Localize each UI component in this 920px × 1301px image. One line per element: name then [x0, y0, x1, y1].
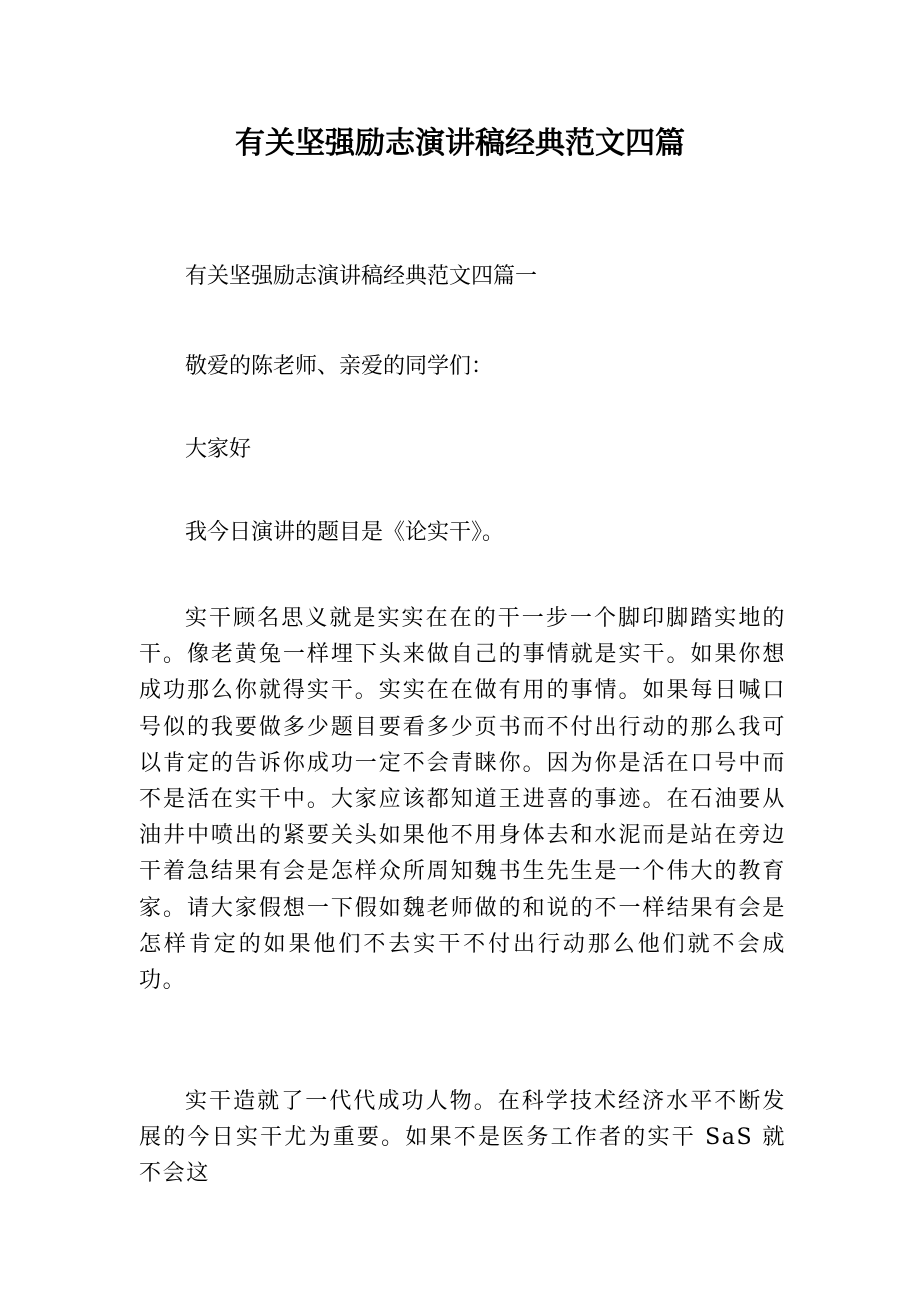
section-heading: 有关坚强励志演讲稿经典范文四篇一 — [185, 264, 538, 289]
speech-topic: 我今日演讲的题目是《论实干》。 — [185, 520, 505, 545]
greeting: 大家好 — [185, 437, 252, 462]
salutation: 敬爱的陈老师、亲爱的同学们： — [185, 354, 494, 379]
body-paragraph: 实干造就了一代代成功人物。在科学技术经济水平不断发展的今日实干尤为重要。如果不是医务工作者的实干 SaS 就不会这 — [139, 1089, 786, 1187]
document-title: 有关坚强励志演讲稿经典范文四篇 — [235, 126, 685, 161]
body-paragraph: 实干顾名思义就是实实在在的干一步一个脚印脚踏实地的干。像老黄兔一样埋下头来做自己的事情就是实干。如果你想成功那么你就得实干。实实在在做有用的事情。如果每日喊口号似的我要做多少题目要看多少页书而不付出行动的那么我可以肯定的告诉你成功一定不会青睐你。因为你是活在口号中而不是活在实干中。大家应该都知道王进喜的事迹。在石油要从油井中喷出的紧要关头如果他不用身体去和水泥而是站在旁边干着急结果有会是怎样众所周知魏书生先生是一个伟大的教育家。请大家假想一下假如魏老师做的和说的不一样结果有会是怎样肯定的如果他们不去实干不付出行动那么他们就不会成功。 — [139, 606, 786, 994]
